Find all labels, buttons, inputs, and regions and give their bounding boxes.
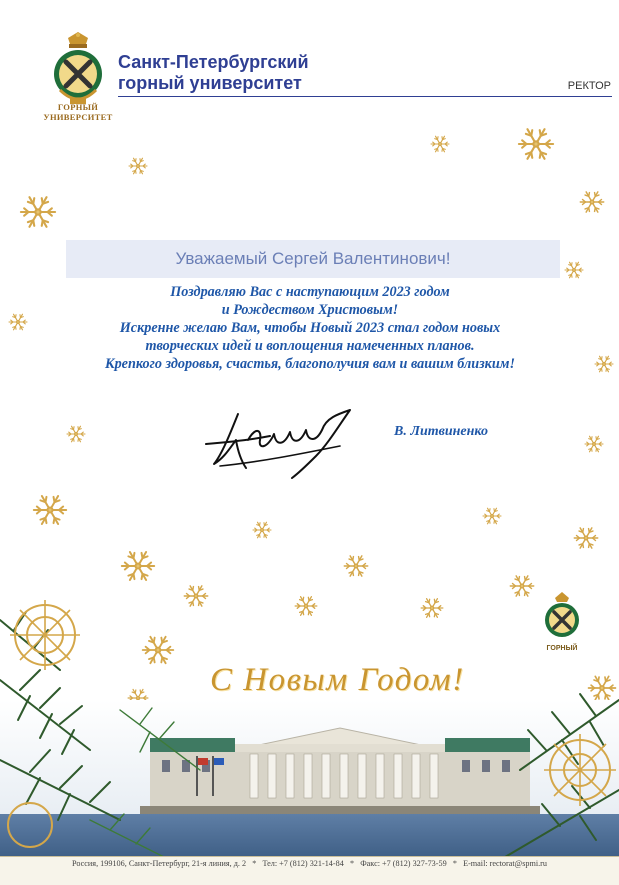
snowflake-icon	[573, 525, 599, 551]
snowflake-icon	[517, 125, 555, 163]
footer-separator: *	[252, 859, 257, 868]
snowflake-icon	[32, 492, 68, 528]
signature-icon	[200, 404, 370, 480]
snowflake-icon	[430, 134, 450, 154]
snowflake-icon	[252, 520, 272, 540]
footer-divider	[0, 856, 619, 857]
header-divider	[118, 96, 612, 97]
winter-scene	[0, 560, 619, 860]
letter-line: Крепкого здоровья, счастья, благополучия вам и вашим близким!	[104, 356, 516, 372]
snowflake-icon	[564, 260, 584, 280]
signer-name: В. Литвиненко	[394, 424, 488, 439]
footer-separator: *	[452, 859, 457, 868]
snowflake-icon	[579, 189, 605, 215]
position-label: РЕКТОР	[567, 80, 611, 92]
letter-line: и Рождеством Христовым!	[221, 302, 399, 318]
small-university-logo-icon	[540, 592, 584, 644]
snowflake-icon	[482, 506, 502, 526]
salutation: Уважаемый Сергей Валентинович!	[175, 249, 451, 268]
snowflake-icon	[584, 434, 604, 454]
footer-phone: Тел: +7 (812) 321-14-84	[262, 859, 344, 868]
new-year-greeting: С Новым Годом!	[210, 662, 465, 698]
footer-address: Россия, 199106, Санкт-Петербург, 21-я линия, д. 2	[72, 859, 247, 868]
letter-body	[40, 283, 580, 373]
university-name: Санкт-Петербургский горный университет	[118, 52, 309, 93]
letter-line: творческих идей и воплощения намеченных планов.	[145, 338, 475, 354]
snowflake-icon	[19, 193, 57, 231]
letter-line: Поздравляю Вас с наступающим 2023 годом	[170, 284, 450, 300]
footer-email[interactable]: E-mail: rectorat@spmi.ru	[463, 859, 547, 868]
snowflake-icon	[66, 424, 86, 444]
footer-fax: Факс: +7 (812) 327-73-59	[360, 859, 447, 868]
footer-separator: *	[349, 859, 355, 868]
snowflake-icon	[128, 156, 148, 176]
small-logo-caption: ГОРНЫЙ	[546, 645, 578, 652]
logo-caption: ГОРНЫЙ УНИВЕРСИТЕТ	[43, 102, 113, 122]
footer-contacts	[0, 859, 619, 868]
snowflake-icon	[594, 354, 614, 374]
letter-line: Искренне желаю Вам, чтобы Новый 2023 стал годом новых	[119, 320, 501, 336]
snowflake-icon	[8, 312, 28, 332]
